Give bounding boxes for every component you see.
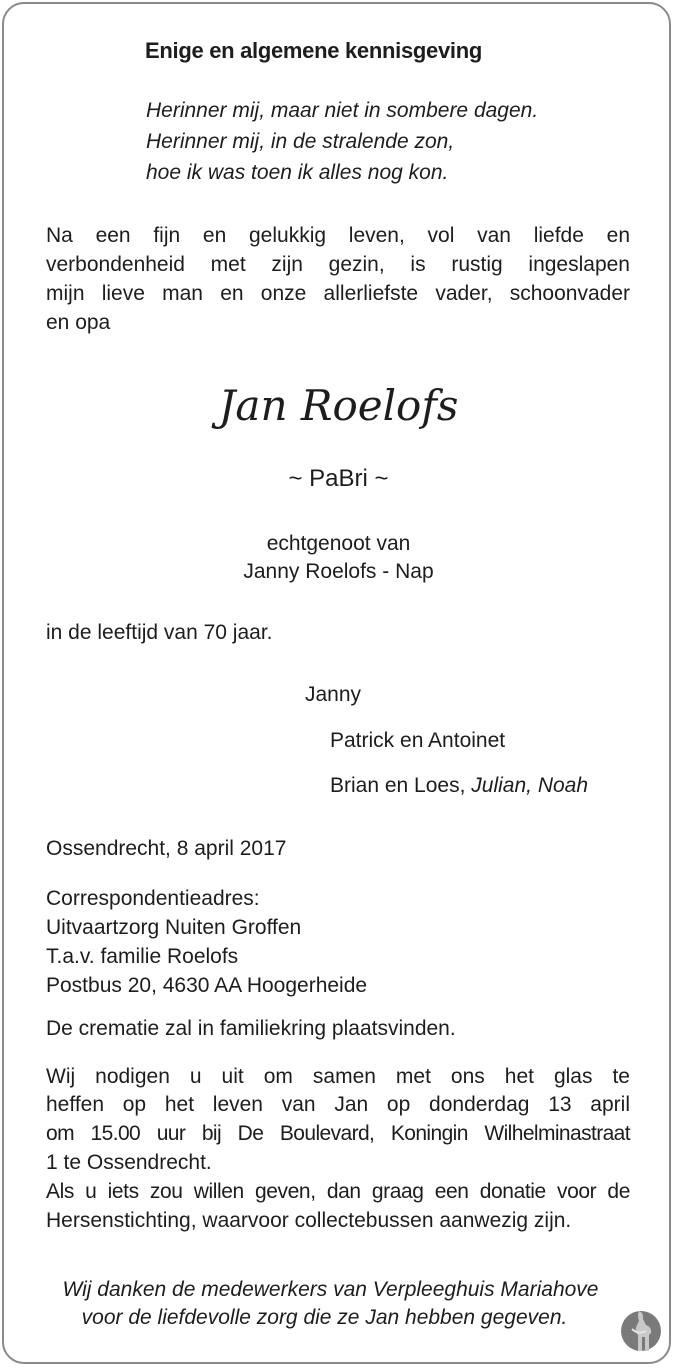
family-member: Janny	[305, 683, 362, 706]
donation-line: Als u iets zou willen geven, dan graag een donatie voor de	[46, 1180, 630, 1203]
cremation-note: De crematie zal in familiekring plaatsvinden.	[46, 1017, 456, 1040]
embracing-figures-logo-icon	[618, 1307, 664, 1353]
poem-line: Herinner mij, maar niet in sombere dagen.	[146, 99, 539, 122]
intro-line: en opa	[46, 311, 111, 334]
invitation-line: Wij nodigen u uit om samen met ons het glas te	[46, 1065, 630, 1088]
poem-line: Herinner mij, in de stralende zon,	[146, 130, 455, 153]
family-grandchildren: Julian, Noah	[471, 774, 589, 797]
address-line: Uitvaartzorg Nuiten Groffen	[46, 916, 302, 939]
address-line: T.a.v. familie Roelofs	[46, 945, 239, 968]
age-line: in de leeftijd van 70 jaar.	[46, 621, 273, 644]
intro-line: mijn lieve man en onze allerliefste vader, schoonvader	[46, 282, 630, 305]
family-member: Patrick en Antoinet	[330, 729, 506, 752]
nickname: ~ PaBri ~	[288, 465, 389, 492]
place-date: Ossendrecht, 8 april 2017	[46, 837, 287, 860]
family-member	[330, 773, 588, 799]
invitation-line: om 15.00 uur bij De Boulevard, Koningin Wilhelminastraat	[46, 1122, 630, 1145]
spouse-name: Janny Roelofs - Nap	[243, 560, 434, 583]
spouse-label: echtgenoot van	[266, 532, 411, 555]
deceased-name: Jan Roelofs	[218, 381, 459, 430]
donation-line: Hersenstichting, waarvoor collectebussen aanwezig zijn.	[46, 1209, 572, 1232]
address-line: Correspondentieadres:	[46, 887, 260, 910]
poem-line: hoe ik was toen ik alles nog kon.	[146, 161, 449, 184]
thanks-line: Wij danken de medewerkers van Verpleeghuis Mariahove	[62, 1278, 599, 1301]
notice-heading: Enige en algemene kennisgeving	[145, 38, 482, 63]
thanks-line: voor de liefdevolle zorg die ze Jan hebben gegeven.	[81, 1306, 568, 1329]
invitation-line: 1 te Ossendrecht.	[46, 1151, 212, 1174]
invitation-line: heffen op het leven van Jan op donderdag 13 april	[46, 1093, 630, 1116]
intro-line: Na een fijn en gelukkig leven, vol van liefde en	[46, 224, 630, 247]
address-line: Postbus 20, 4630 AA Hoogerheide	[46, 974, 368, 997]
family-children: Brian en Loes,	[330, 774, 466, 797]
intro-line: verbondenheid met zijn gezin, is rustig ingeslapen	[46, 253, 630, 276]
